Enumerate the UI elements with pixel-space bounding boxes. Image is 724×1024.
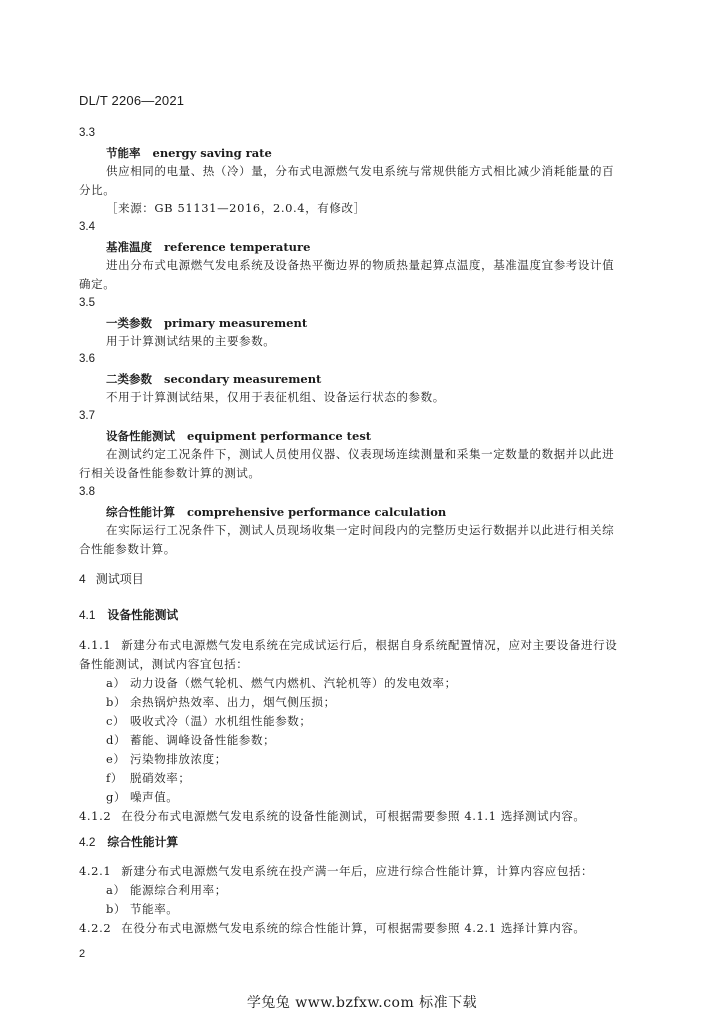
list-item-label: e） <box>106 752 126 766</box>
subsection-number: 4.1 <box>79 608 96 622</box>
subsection-title: 综合性能计算 <box>107 835 179 849</box>
clause-text: 新建分布式电源燃气发电系统在投产满一年后，应进行综合性能计算，计算内容应包括： <box>121 864 594 878</box>
term-definition-line: 行相关设备性能参数计算的测试。 <box>79 466 261 480</box>
term-number: 3.4 <box>79 221 95 233</box>
term-heading <box>106 315 307 331</box>
subsection-number: 4.2 <box>79 835 96 849</box>
section-title: 测试项目 <box>95 572 144 586</box>
subsection-heading <box>79 833 178 850</box>
list-item <box>106 882 227 898</box>
watermark-footer: 学兔兔 www.bzfxw.com 标准下载 <box>246 995 478 1011</box>
clause-number: 4.2.1 <box>79 864 112 878</box>
term-heading <box>106 504 446 520</box>
term-zh: 设备性能测试 <box>106 429 175 443</box>
term-en: primary measurement <box>164 316 308 330</box>
list-item <box>106 732 275 748</box>
term-number: 3.6 <box>79 353 95 365</box>
list-item-text: 节能率。 <box>130 902 179 916</box>
term-zh: 节能率 <box>106 146 141 160</box>
list-item-label: c） <box>106 714 126 728</box>
term-heading <box>106 371 321 387</box>
term-definition-line: 供应相同的电量、热（冷）量，分布式电源燃气发电系统与常规供能方式相比减少消耗能量的百 <box>106 164 615 178</box>
term-number: 3.5 <box>79 297 95 309</box>
term-heading <box>106 145 272 161</box>
clause-number: 4.2.2 <box>79 921 112 935</box>
list-item <box>106 675 457 691</box>
term-en: secondary measurement <box>164 372 322 386</box>
list-item-text: 脱硝效率； <box>130 771 191 785</box>
term-definition-line: 合性能参数计算。 <box>79 542 176 556</box>
clause-text: 在役分布式电源燃气发电系统的设备性能测试，可根据需要参照 4.1.1 选择测试内容。 <box>121 809 586 823</box>
list-item <box>106 770 191 786</box>
list-item-text: 污染物排放浓度； <box>130 752 227 766</box>
list-item-text: 蓄能、调峰设备性能参数； <box>130 733 276 747</box>
term-definition-line: 进出分布式电源燃气发电系统及设备热平衡边界的物质热量起算点温度，基准温度宜参考设计值 <box>106 258 615 272</box>
clause <box>79 920 586 936</box>
term-heading <box>106 239 310 255</box>
term-number: 3.3 <box>79 127 95 139</box>
clause-text-line: 备性能测试，测试内容宜包括： <box>79 657 249 671</box>
term-en: comprehensive performance calculation <box>187 505 447 519</box>
list-item <box>106 713 312 729</box>
term-definition-line: 在实际运行工况条件下，测试人员现场收集一定时间段内的完整历史运行数据并以此进行相关综 <box>106 523 615 537</box>
list-item <box>106 694 336 710</box>
clause-first-line <box>79 637 617 653</box>
list-item <box>106 751 227 767</box>
term-source: ［来源：GB 51131—2016，2.0.4，有修改］ <box>106 201 366 215</box>
term-zh: 基准温度 <box>106 240 152 254</box>
clause-number: 4.1.2 <box>79 809 112 823</box>
section-heading <box>79 570 144 587</box>
clause-text: 在役分布式电源燃气发电系统的综合性能计算，可根据需要参照 4.2.1 选择计算内容。 <box>121 921 586 935</box>
document-id: DL/T 2206—2021 <box>79 93 185 108</box>
term-definition-line: 确定。 <box>79 277 116 291</box>
term-zh: 二类参数 <box>106 372 152 386</box>
term-en: reference temperature <box>164 240 311 254</box>
term-heading <box>106 428 371 444</box>
list-item-text: 吸收式冷（温）水机组性能参数； <box>130 714 312 728</box>
list-item <box>106 789 178 805</box>
term-zh: 综合性能计算 <box>106 505 175 519</box>
list-item-label: d） <box>106 733 127 747</box>
list-item-text: 余热锅炉热效率、出力，烟气侧压损； <box>130 695 336 709</box>
list-item-label: a） <box>106 676 126 690</box>
term-en: equipment performance test <box>187 429 372 443</box>
subsection-title: 设备性能测试 <box>107 608 179 622</box>
term-en: energy saving rate <box>152 146 272 160</box>
list-item-text: 噪声值。 <box>130 790 179 804</box>
list-item-label: b） <box>106 902 127 916</box>
list-item-label: b） <box>106 695 127 709</box>
list-item-text: 动力设备（燃气轮机、燃气内燃机、汽轮机等）的发电效率； <box>130 676 457 690</box>
section-number: 4 <box>79 572 86 586</box>
subsection-heading <box>79 606 178 623</box>
term-number: 3.7 <box>79 410 95 422</box>
list-item-label: a） <box>106 883 126 897</box>
page-number: 2 <box>79 948 86 960</box>
list-item-label: f） <box>106 771 123 785</box>
term-definition-line: 在测试约定工况条件下，测试人员使用仪器、仪表现场连续测量和采集一定数量的数据并以此进 <box>106 447 615 461</box>
clause-number: 4.1.1 <box>79 638 112 652</box>
term-definition-line: 分比。 <box>79 183 116 197</box>
list-item <box>106 901 178 917</box>
term-definition-line: 不用于计算测试结果，仅用于表征机组、设备运行状态的参数。 <box>106 390 445 404</box>
clause <box>79 808 586 824</box>
clause-text: 新建分布式电源燃气发电系统在完成试运行后，根据自身系统配置情况，应对主要设备进行设 <box>121 638 618 652</box>
list-item-label: g） <box>106 790 127 804</box>
term-definition-line: 用于计算测试结果的主要参数。 <box>106 334 276 348</box>
term-zh: 一类参数 <box>106 316 152 330</box>
term-number: 3.8 <box>79 486 95 498</box>
clause <box>79 863 593 879</box>
list-item-text: 能源综合利用率； <box>130 883 227 897</box>
